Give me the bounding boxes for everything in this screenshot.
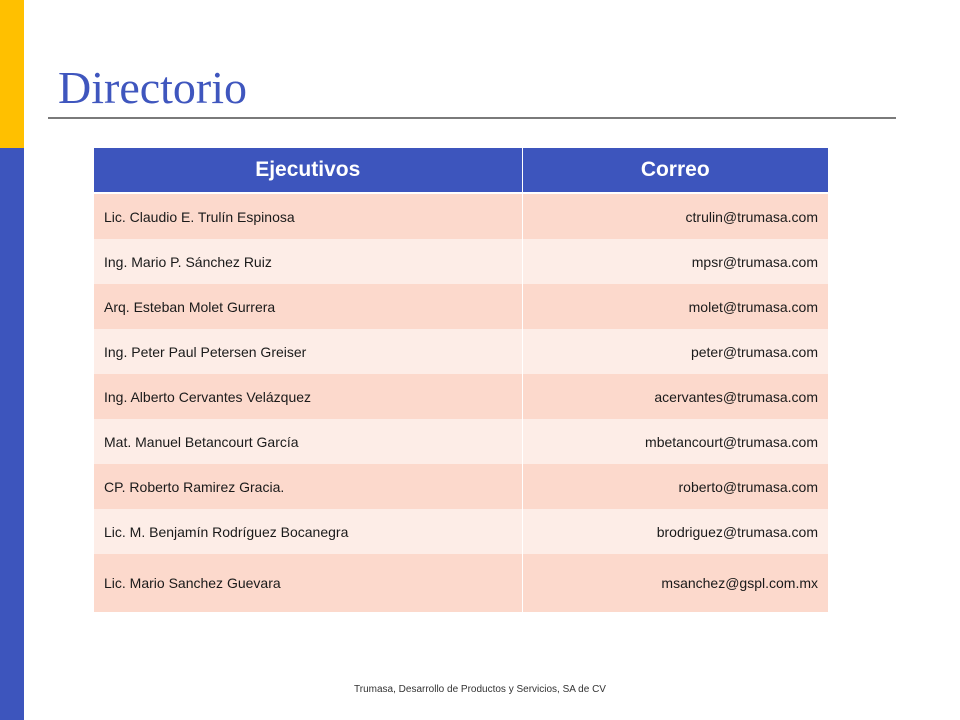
table-row [94, 374, 828, 419]
table-row [94, 193, 828, 239]
executive-name: Ing. Mario P. Sánchez Ruiz [94, 239, 522, 284]
side-bar [0, 148, 24, 720]
table-row [94, 284, 828, 329]
executive-email: peter@trumasa.com [522, 329, 828, 374]
executive-name: Arq. Esteban Molet Gurrera [94, 284, 522, 329]
executive-name: Ing. Peter Paul Petersen Greiser [94, 329, 522, 374]
executive-email: molet@trumasa.com [522, 284, 828, 329]
executive-name: CP. Roberto Ramirez Gracia. [94, 464, 522, 509]
executive-name: Lic. M. Benjamín Rodríguez Bocanegra [94, 509, 522, 554]
executive-name: Ing. Alberto Cervantes Velázquez [94, 374, 522, 419]
table-row [94, 464, 828, 509]
executive-email: mpsr@trumasa.com [522, 239, 828, 284]
executive-name: Mat. Manuel Betancourt García [94, 419, 522, 464]
table-row [94, 239, 828, 284]
directory-table [94, 148, 828, 612]
executive-email: mbetancourt@trumasa.com [522, 419, 828, 464]
slide-footer: Trumasa, Desarrollo de Productos y Servicios, SA de CV [354, 684, 606, 695]
title-divider [48, 117, 896, 119]
table-header-row [94, 148, 828, 193]
accent-bar [0, 0, 24, 148]
executive-name: Lic. Claudio E. Trulín Espinosa [94, 193, 522, 239]
table-row [94, 419, 828, 464]
header-correo: Correo [522, 148, 828, 193]
executive-name: Lic. Mario Sanchez Guevara [94, 554, 522, 612]
executive-email: acervantes@trumasa.com [522, 374, 828, 419]
slide-title: Directorio [58, 62, 248, 113]
table-row [94, 329, 828, 374]
header-ejecutivos: Ejecutivos [94, 148, 522, 193]
executive-email: msanchez@gspl.com.mx [522, 554, 828, 612]
executive-email: ctrulin@trumasa.com [522, 193, 828, 239]
table-row [94, 554, 828, 612]
table-row [94, 509, 828, 554]
executive-email: roberto@trumasa.com [522, 464, 828, 509]
executive-email: brodriguez@trumasa.com [522, 509, 828, 554]
